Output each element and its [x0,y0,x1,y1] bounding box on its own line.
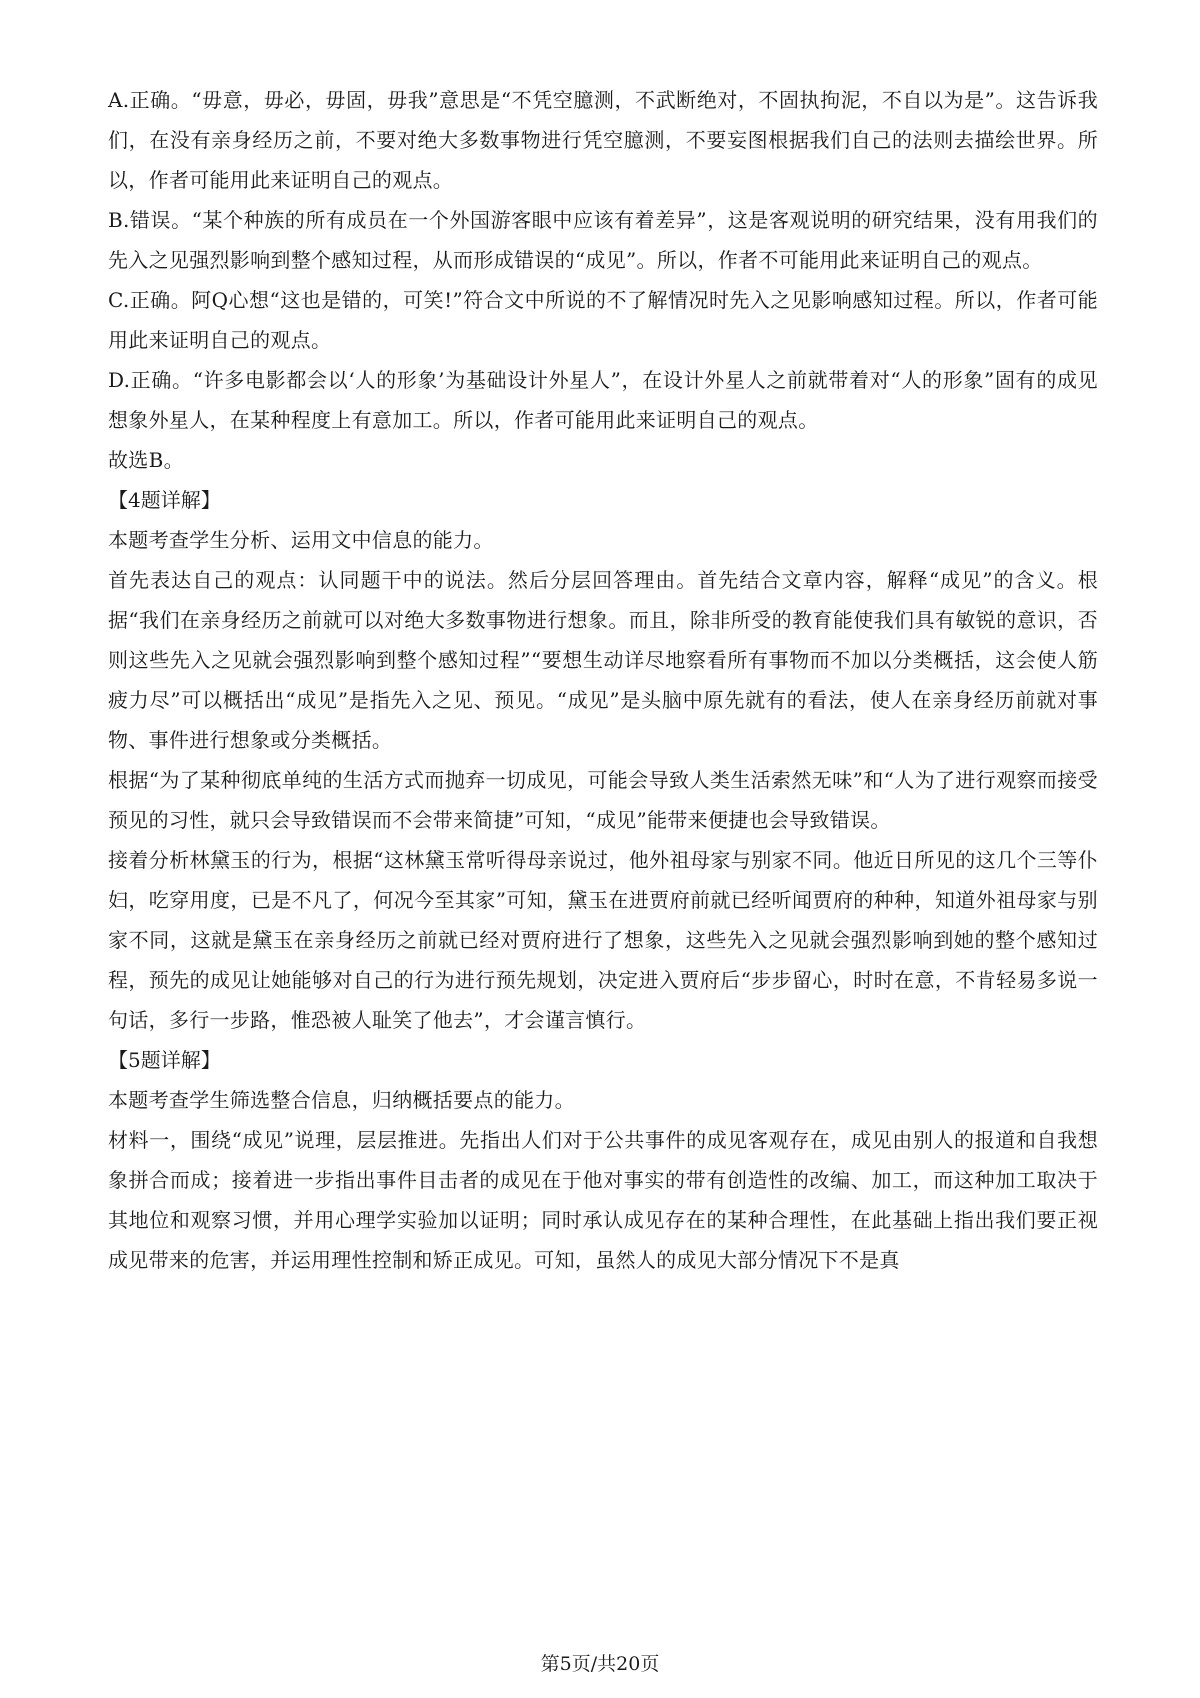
answer-b-explanation: B.错误。“某个种族的所有成员在一个外国游客眼中应该有着差异”，这是客观说明的研究结果，没有用我们的先入之见强烈影响到整个感知过程，从而形成错误的“成见”。所以，作者不可能用此来证明自己的观点。 [108,208,1098,272]
question-4-intro: 本题考查学生分析、运用文中信息的能力。 [108,528,494,552]
question-4-paragraph: 首先表达自己的观点：认同题干中的说法。然后分层回答理由。首先结合文章内容，解释“成见”的含义。根据“我们在亲身经历之前就可以对绝大多数事物进行想象。而且，除非所受的教育能使我们具有敏锐的意识，否则这些先入之见就会强烈影响到整个感知过程”“要想生动详尽地察看所有事物而不加以分类概括，这会使人筋疲力尽”可以概括出“成见”是指先入之见、预见。“成见”是头脑中原先就有的看法，使人在亲身经历前就对事物、事件进行想象或分类概括。 [108,568,1098,752]
question-4-paragraph: 接着分析林黛玉的行为，根据“这林黛玉常听得母亲说过，他外祖母家与别家不同。他近日所见的这几个三等仆妇，吃穿用度，已是不凡了，何况今至其家”可知，黛玉在进贾府前就已经听闻贾府的种种，知道外祖母家与别家不同，这就是黛玉在亲身经历之前就已经对贾府进行了想象，这些先入之见就会强烈影响到她的整个感知过程，预先的成见让她能够对自己的行为进行预先规划，决定进入贾府后“步步留心，时时在意，不肯轻易多说一句话，多行一步路，惟恐被人耻笑了他去”，才会谨言慎行。 [108,848,1098,1032]
page-number: 第5页/共20页 [540,1653,660,1675]
answer-d-explanation: D.正确。“许多电影都会以‘人的形象’为基础设计外星人”，在设计外星人之前就带着对“人的形象”固有的成见想象外星人，在某种程度上有意加工。所以，作者可能用此来证明自己的观点。 [108,368,1098,432]
question-5-heading: 【5题详解】 [108,1048,221,1072]
question-5-paragraph: 材料一，围绕“成见”说理，层层推进。先指出人们对于公共事件的成见客观存在，成见由别人的报道和自我想象拼合而成；接着进一步指出事件目击者的成见在于他对事实的带有创造性的改编、加工，而这种加工取决于其地位和观察习惯，并用心理学实验加以证明；同时承认成见存在的某种合理性，在此基础上指出我们要正视成见带来的危害，并运用理性控制和矫正成见。可知，虽然人的成见大部分情况下不是真 [108,1128,1098,1272]
question-4-heading: 【4题详解】 [108,488,221,512]
question-5-intro: 本题考查学生筛选整合信息，归纳概括要点的能力。 [108,1088,575,1112]
answer-a-explanation: A.正确。“毋意，毋必，毋固，毋我”意思是“不凭空臆测，不武断绝对，不固执拘泥，不自以为是”。这告诉我们，在没有亲身经历之前，不要对绝大多数事物进行凭空臆测，不要妄图根据我们自己的法则去描绘世界。所以，作者可能用此来证明自己的观点。 [108,88,1098,192]
answer-c-explanation: C.正确。阿Q心想“这也是错的，可笑!”符合文中所说的不了解情况时先入之见影响感知过程。所以，作者可能用此来证明自己的观点。 [108,288,1098,352]
page-content [108,80,1098,1280]
question-4-paragraph: 根据“为了某种彻底单纯的生活方式而抛弃一切成见，可能会导致人类生活索然无味”和“人为了进行观察而接受预见的习性，就只会导致错误而不会带来简捷”可知，“成见”能带来便捷也会导致错误。 [108,768,1098,832]
answer-conclusion: 故选B。 [108,448,184,472]
